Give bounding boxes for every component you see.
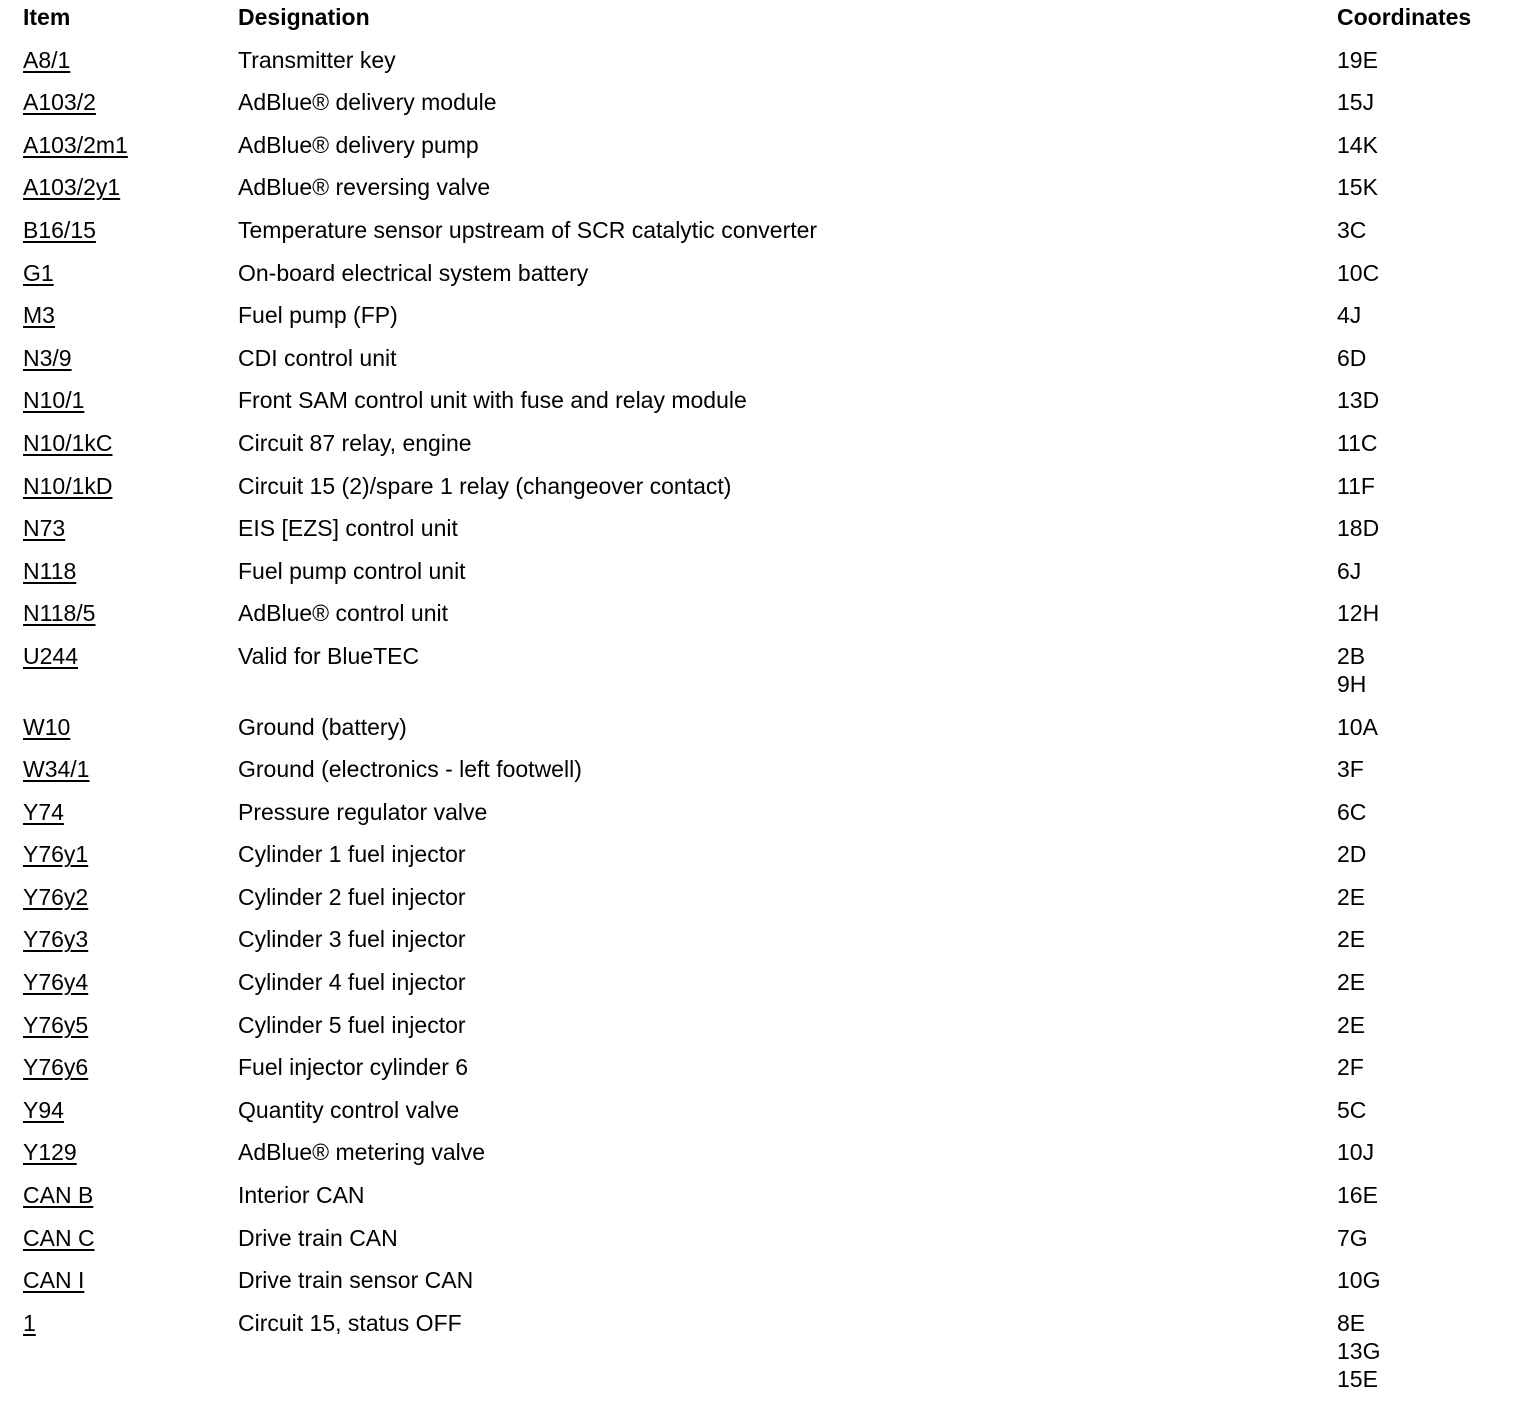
item-link[interactable]: CAN B	[23, 1182, 94, 1209]
item-link[interactable]: Y94	[23, 1096, 64, 1123]
coordinate-value: 2E	[1337, 969, 1366, 996]
coordinate-value: 2B	[1337, 642, 1366, 669]
designation-cell: Valid for BlueTEC	[238, 642, 420, 669]
table-row	[23, 43, 1503, 86]
item-link[interactable]: W34/1	[23, 756, 90, 783]
item-cell	[23, 883, 223, 911]
coordinates-cell	[1337, 259, 1507, 287]
designation-cell: Fuel pump control unit	[238, 557, 466, 584]
item-cell	[23, 755, 223, 783]
table-body	[23, 43, 1503, 1404]
item-link[interactable]: N3/9	[23, 344, 72, 371]
component-legend-table	[23, 0, 1503, 1404]
table-row	[23, 1221, 1503, 1264]
designation-cell: AdBlue® metering valve	[238, 1139, 486, 1166]
item-cell	[23, 173, 223, 201]
designation-cell: Drive train sensor CAN	[238, 1267, 474, 1294]
item-link[interactable]: Y76y3	[23, 926, 89, 953]
table-row	[23, 880, 1503, 923]
coordinates-cell	[1337, 840, 1507, 868]
coordinates-cell	[1337, 1053, 1507, 1081]
coordinate-value: 19E	[1337, 46, 1378, 73]
coordinates-cell	[1337, 713, 1507, 741]
designation-cell: Quantity control valve	[238, 1096, 460, 1123]
item-link[interactable]: CAN I	[23, 1267, 85, 1294]
designation-cell: Fuel pump (FP)	[238, 302, 398, 329]
item-link[interactable]: A103/2m1	[23, 131, 128, 158]
coordinates-cell	[1337, 472, 1507, 500]
table-row	[23, 341, 1503, 384]
item-link[interactable]: CAN C	[23, 1224, 95, 1251]
table-row	[23, 128, 1503, 171]
coordinates-cell	[1337, 1011, 1507, 1039]
designation-cell: Transmitter key	[238, 46, 396, 73]
designation-cell: Circuit 15 (2)/spare 1 relay (changeover contact)	[238, 472, 732, 499]
item-cell	[23, 301, 223, 329]
coordinates-cell	[1337, 514, 1507, 542]
table-row	[23, 1135, 1503, 1178]
item-link[interactable]: A103/2y1	[23, 174, 121, 201]
item-cell	[23, 472, 223, 500]
coordinates-cell	[1337, 557, 1507, 585]
coordinates-cell	[1337, 173, 1507, 201]
table-row	[23, 85, 1503, 128]
coordinate-value: 16E	[1337, 1182, 1378, 1209]
coordinate-value: 6J	[1337, 557, 1362, 584]
table-row	[23, 710, 1503, 753]
item-link[interactable]: N73	[23, 515, 66, 542]
coordinate-value: 2E	[1337, 1011, 1366, 1038]
item-cell	[23, 557, 223, 585]
coordinate-value: 9H	[1337, 670, 1367, 697]
designation-cell: AdBlue® control unit	[238, 600, 449, 627]
item-link[interactable]: Y76y6	[23, 1054, 89, 1081]
item-link[interactable]: G1	[23, 259, 54, 286]
item-cell	[23, 1011, 223, 1039]
item-cell	[23, 798, 223, 826]
item-link[interactable]: Y76y1	[23, 841, 89, 868]
table-row	[23, 1093, 1503, 1136]
coordinate-value: 13D	[1337, 387, 1380, 414]
designation-cell: On-board electrical system battery	[238, 259, 589, 286]
coordinate-value: 15J	[1337, 89, 1375, 116]
table-row	[23, 511, 1503, 554]
coordinates-cell	[1337, 88, 1507, 116]
item-cell	[23, 968, 223, 996]
item-link[interactable]: N10/1	[23, 387, 85, 414]
coordinate-value: 4J	[1337, 302, 1362, 329]
coordinate-value: 6D	[1337, 344, 1367, 371]
table-row	[23, 469, 1503, 512]
designation-cell: Drive train CAN	[238, 1224, 398, 1251]
item-cell	[23, 1224, 223, 1252]
item-cell	[23, 1053, 223, 1081]
coordinate-value: 14K	[1337, 131, 1378, 158]
table-row	[23, 1263, 1503, 1306]
coordinate-value: 10G	[1337, 1267, 1381, 1294]
coordinate-value: 6C	[1337, 798, 1367, 825]
item-link[interactable]: A8/1	[23, 46, 71, 73]
coordinates-cell	[1337, 1096, 1507, 1124]
item-link[interactable]: A103/2	[23, 89, 96, 116]
designation-cell: Pressure regulator valve	[238, 798, 488, 825]
coordinates-cell	[1337, 642, 1507, 698]
header-coordinates: Coordinates	[1337, 4, 1472, 30]
item-cell	[23, 642, 223, 670]
table-row	[23, 837, 1503, 880]
table-row	[23, 170, 1503, 213]
coordinate-value: 8E	[1337, 1309, 1366, 1336]
designation-cell: Circuit 87 relay, engine	[238, 429, 472, 456]
coordinates-cell	[1337, 1266, 1507, 1294]
table-header-row	[23, 0, 1503, 43]
coordinates-cell	[1337, 46, 1507, 74]
coordinates-cell	[1337, 925, 1507, 953]
table-row	[23, 383, 1503, 426]
item-cell	[23, 46, 223, 74]
designation-cell: Cylinder 3 fuel injector	[238, 926, 466, 953]
item-cell	[23, 925, 223, 953]
coordinates-cell	[1337, 429, 1507, 457]
designation-cell: Ground (battery)	[238, 713, 407, 740]
table-row	[23, 1306, 1503, 1404]
item-cell	[23, 386, 223, 414]
item-cell	[23, 599, 223, 627]
item-cell	[23, 713, 223, 741]
item-cell	[23, 1096, 223, 1124]
coordinates-cell	[1337, 1309, 1507, 1393]
coordinate-value: 2E	[1337, 926, 1366, 953]
item-cell	[23, 344, 223, 372]
coordinates-cell	[1337, 968, 1507, 996]
coordinates-cell	[1337, 216, 1507, 244]
coordinate-value: 2E	[1337, 883, 1366, 910]
table-row	[23, 922, 1503, 965]
item-link[interactable]: Y74	[23, 798, 64, 825]
item-link[interactable]: Y129	[23, 1139, 77, 1166]
item-link[interactable]: N10/1kC	[23, 429, 113, 456]
designation-cell: Fuel injector cylinder 6	[238, 1054, 469, 1081]
table-row	[23, 1178, 1503, 1221]
table-row	[23, 1050, 1503, 1093]
table-row	[23, 213, 1503, 256]
coordinates-cell	[1337, 1224, 1507, 1252]
table-row	[23, 1008, 1503, 1051]
item-link[interactable]: B16/15	[23, 216, 96, 243]
item-link[interactable]: Y76y5	[23, 1011, 89, 1038]
item-cell	[23, 1138, 223, 1166]
designation-cell: Temperature sensor upstream of SCR catalytic converter	[238, 216, 818, 243]
coordinates-cell	[1337, 344, 1507, 372]
item-link[interactable]: M3	[23, 302, 55, 329]
header-item: Item	[23, 4, 71, 30]
coordinates-cell	[1337, 386, 1507, 414]
designation-cell: Cylinder 2 fuel injector	[238, 883, 466, 910]
header-designation: Designation	[238, 4, 370, 30]
coordinate-value: 5C	[1337, 1096, 1367, 1123]
designation-cell: AdBlue® reversing valve	[238, 174, 491, 201]
coordinate-value: 2D	[1337, 841, 1367, 868]
coordinates-cell	[1337, 798, 1507, 826]
coordinates-cell	[1337, 883, 1507, 911]
coordinates-cell	[1337, 301, 1507, 329]
item-cell	[23, 1266, 223, 1294]
item-cell	[23, 1309, 223, 1337]
item-link[interactable]: Y76y2	[23, 883, 89, 910]
designation-cell: Cylinder 5 fuel injector	[238, 1011, 466, 1038]
designation-cell: CDI control unit	[238, 344, 397, 371]
coordinate-value: 15E	[1337, 1365, 1378, 1392]
item-cell	[23, 514, 223, 542]
coordinate-value: 10C	[1337, 259, 1380, 286]
item-link[interactable]: 1	[23, 1309, 36, 1336]
coordinate-value: 10A	[1337, 713, 1378, 740]
coordinates-cell	[1337, 131, 1507, 159]
designation-cell: Circuit 15, status OFF	[238, 1309, 462, 1336]
item-cell	[23, 840, 223, 868]
table-row	[23, 639, 1503, 710]
designation-cell: Interior CAN	[238, 1182, 365, 1209]
coordinate-value: 11F	[1337, 472, 1375, 499]
designation-cell: Front SAM control unit with fuse and relay module	[238, 387, 747, 414]
designation-cell: EIS [EZS] control unit	[238, 515, 458, 542]
coordinate-value: 2F	[1337, 1054, 1364, 1081]
table-row	[23, 752, 1503, 795]
table-row	[23, 554, 1503, 597]
item-link[interactable]: N118/5	[23, 600, 96, 627]
item-link[interactable]: Y76y4	[23, 969, 89, 996]
table-row	[23, 256, 1503, 299]
coordinate-value: 3F	[1337, 756, 1364, 783]
coordinates-cell	[1337, 599, 1507, 627]
item-cell	[23, 216, 223, 244]
designation-cell: Ground (electronics - left footwell)	[238, 756, 582, 783]
coordinate-value: 10J	[1337, 1139, 1375, 1166]
table-row	[23, 298, 1503, 341]
designation-cell: Cylinder 1 fuel injector	[238, 841, 466, 868]
coordinates-cell	[1337, 1138, 1507, 1166]
coordinate-value: 11C	[1337, 429, 1378, 456]
item-cell	[23, 88, 223, 116]
table-row	[23, 596, 1503, 639]
coordinates-cell	[1337, 755, 1507, 783]
table-row	[23, 426, 1503, 469]
item-link[interactable]: N10/1kD	[23, 472, 113, 499]
coordinate-value: 15K	[1337, 174, 1378, 201]
item-link[interactable]: N118	[23, 557, 77, 584]
designation-cell: Cylinder 4 fuel injector	[238, 969, 466, 996]
table-row	[23, 965, 1503, 1008]
item-cell	[23, 131, 223, 159]
designation-cell: AdBlue® delivery pump	[238, 131, 479, 158]
item-cell	[23, 259, 223, 287]
coordinates-cell	[1337, 1181, 1507, 1209]
item-link[interactable]: U244	[23, 642, 78, 669]
item-cell	[23, 429, 223, 457]
designation-cell: AdBlue® delivery module	[238, 89, 497, 116]
coordinate-value: 13G	[1337, 1337, 1381, 1364]
table-row	[23, 795, 1503, 838]
coordinate-value: 12H	[1337, 600, 1380, 627]
coordinate-value: 3C	[1337, 216, 1367, 243]
coordinate-value: 7G	[1337, 1224, 1368, 1251]
coordinate-value: 18D	[1337, 515, 1380, 542]
item-cell	[23, 1181, 223, 1209]
item-link[interactable]: W10	[23, 713, 71, 740]
